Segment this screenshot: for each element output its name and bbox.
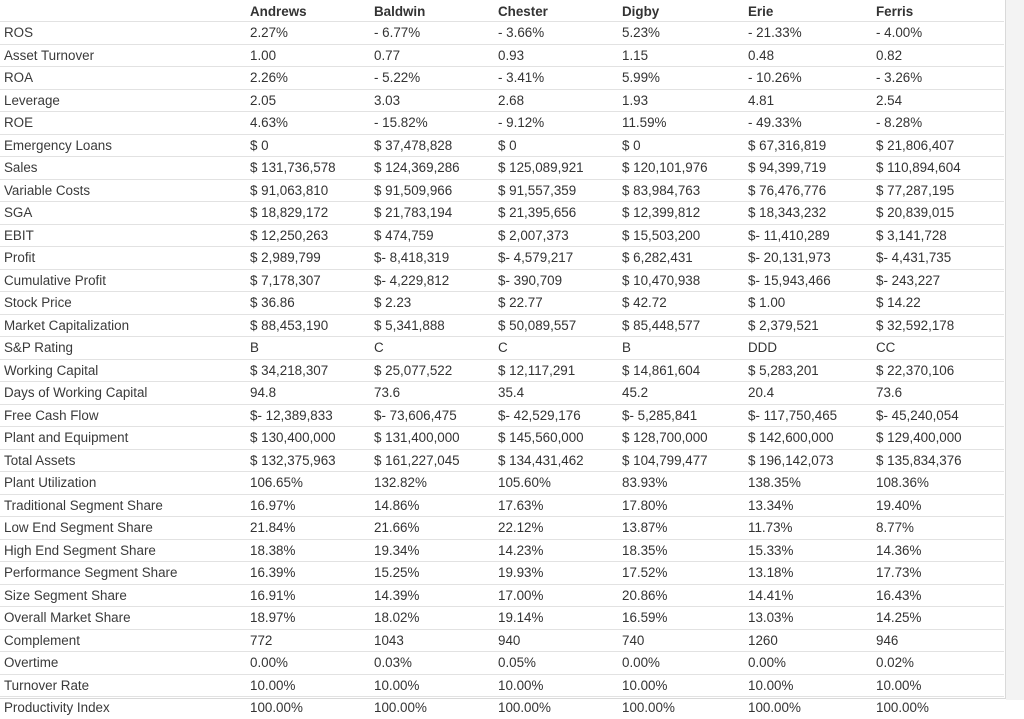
- value-cell-digby: $ 42.72: [618, 292, 744, 315]
- value-cell-chester: 17.63%: [494, 494, 618, 517]
- value-cell-digby: $- 5,285,841: [618, 404, 744, 427]
- value-cell-baldwin: $ 25,077,522: [370, 359, 494, 382]
- value-cell-chester: $ 50,089,557: [494, 314, 618, 337]
- value-cell-ferris: $ 135,834,376: [872, 449, 1004, 472]
- value-cell-ferris: $- 45,240,054: [872, 404, 1004, 427]
- metric-label: ROS: [0, 22, 246, 45]
- value-cell-chester: C: [494, 337, 618, 360]
- metric-label: Leverage: [0, 89, 246, 112]
- value-cell-baldwin: 0.77: [370, 44, 494, 67]
- value-cell-ferris: 19.40%: [872, 494, 1004, 517]
- value-cell-ferris: 14.36%: [872, 539, 1004, 562]
- value-cell-erie: 0.48: [744, 44, 872, 67]
- header-row: [0, 2, 1004, 22]
- metric-column-header: [0, 2, 246, 22]
- value-cell-ferris: 946: [872, 629, 1004, 652]
- table-row: [0, 562, 1004, 585]
- value-cell-andrews: 2.27%: [246, 22, 370, 45]
- value-cell-digby: $ 120,101,976: [618, 157, 744, 180]
- value-cell-chester: - 9.12%: [494, 112, 618, 135]
- table-row: [0, 44, 1004, 67]
- value-cell-erie: DDD: [744, 337, 872, 360]
- value-cell-ferris: $- 4,431,735: [872, 247, 1004, 270]
- value-cell-andrews: $ 88,453,190: [246, 314, 370, 337]
- table-row: [0, 157, 1004, 180]
- value-cell-ferris: 0.02%: [872, 652, 1004, 675]
- value-cell-erie: $ 1.00: [744, 292, 872, 315]
- value-cell-chester: $- 42,529,176: [494, 404, 618, 427]
- value-cell-baldwin: 21.66%: [370, 517, 494, 540]
- value-cell-digby: 20.86%: [618, 584, 744, 607]
- value-cell-baldwin: $ 37,478,828: [370, 134, 494, 157]
- table-row: [0, 112, 1004, 135]
- value-cell-digby: 11.59%: [618, 112, 744, 135]
- value-cell-andrews: 4.63%: [246, 112, 370, 135]
- table-row: [0, 629, 1004, 652]
- metric-label: Sales: [0, 157, 246, 180]
- value-cell-ferris: $ 21,806,407: [872, 134, 1004, 157]
- value-cell-digby: $ 14,861,604: [618, 359, 744, 382]
- value-cell-chester: $ 12,117,291: [494, 359, 618, 382]
- value-cell-andrews: 94.8: [246, 382, 370, 405]
- value-cell-ferris: 2.54: [872, 89, 1004, 112]
- table-row: [0, 359, 1004, 382]
- value-cell-erie: $ 76,476,776: [744, 179, 872, 202]
- value-cell-erie: 100.00%: [744, 697, 872, 719]
- metric-label: Working Capital: [0, 359, 246, 382]
- table-row: [0, 584, 1004, 607]
- value-cell-digby: 5.23%: [618, 22, 744, 45]
- right-gutter: [1006, 0, 1024, 700]
- metric-label: ROA: [0, 67, 246, 90]
- metric-label: Size Segment Share: [0, 584, 246, 607]
- value-cell-baldwin: $ 131,400,000: [370, 427, 494, 450]
- value-cell-erie: 13.34%: [744, 494, 872, 517]
- value-cell-baldwin: $ 5,341,888: [370, 314, 494, 337]
- metric-label: Performance Segment Share: [0, 562, 246, 585]
- value-cell-baldwin: $- 73,606,475: [370, 404, 494, 427]
- value-cell-chester: $ 2,007,373: [494, 224, 618, 247]
- table-row: [0, 67, 1004, 90]
- value-cell-baldwin: $ 474,759: [370, 224, 494, 247]
- value-cell-digby: 100.00%: [618, 697, 744, 719]
- metric-label: Overtime: [0, 652, 246, 675]
- value-cell-baldwin: $ 2.23: [370, 292, 494, 315]
- metric-label: Free Cash Flow: [0, 404, 246, 427]
- value-cell-baldwin: $ 124,369,286: [370, 157, 494, 180]
- value-cell-chester: $ 22.77: [494, 292, 618, 315]
- value-cell-andrews: 16.97%: [246, 494, 370, 517]
- value-cell-andrews: $- 12,389,833: [246, 404, 370, 427]
- value-cell-erie: 13.03%: [744, 607, 872, 630]
- value-cell-erie: - 10.26%: [744, 67, 872, 90]
- value-cell-erie: 1260: [744, 629, 872, 652]
- value-cell-ferris: $ 22,370,106: [872, 359, 1004, 382]
- value-cell-baldwin: - 15.82%: [370, 112, 494, 135]
- metric-label: Variable Costs: [0, 179, 246, 202]
- company-header-chester: Chester: [498, 4, 548, 19]
- metric-label: Emergency Loans: [0, 134, 246, 157]
- value-cell-baldwin: $ 161,227,045: [370, 449, 494, 472]
- table-row: [0, 674, 1004, 697]
- value-cell-erie: $ 196,142,073: [744, 449, 872, 472]
- value-cell-baldwin: 73.6: [370, 382, 494, 405]
- value-cell-andrews: 2.26%: [246, 67, 370, 90]
- value-cell-erie: 4.81: [744, 89, 872, 112]
- metric-label: Market Capitalization: [0, 314, 246, 337]
- value-cell-ferris: 108.36%: [872, 472, 1004, 495]
- value-cell-baldwin: $- 4,229,812: [370, 269, 494, 292]
- value-cell-ferris: $ 20,839,015: [872, 202, 1004, 225]
- value-cell-baldwin: 15.25%: [370, 562, 494, 585]
- value-cell-ferris: CC: [872, 337, 1004, 360]
- value-cell-andrews: $ 130,400,000: [246, 427, 370, 450]
- value-cell-chester: 22.12%: [494, 517, 618, 540]
- value-cell-andrews: $ 18,829,172: [246, 202, 370, 225]
- metric-label: Complement: [0, 629, 246, 652]
- value-cell-erie: 138.35%: [744, 472, 872, 495]
- value-cell-erie: 11.73%: [744, 517, 872, 540]
- metric-label: Plant Utilization: [0, 472, 246, 495]
- metric-label: Asset Turnover: [0, 44, 246, 67]
- metric-label: Cumulative Profit: [0, 269, 246, 292]
- value-cell-ferris: 16.43%: [872, 584, 1004, 607]
- value-cell-digby: 5.99%: [618, 67, 744, 90]
- value-cell-baldwin: 100.00%: [370, 697, 494, 719]
- value-cell-erie: 14.41%: [744, 584, 872, 607]
- value-cell-baldwin: - 6.77%: [370, 22, 494, 45]
- value-cell-digby: 13.87%: [618, 517, 744, 540]
- value-cell-andrews: 100.00%: [246, 697, 370, 719]
- metric-label: EBIT: [0, 224, 246, 247]
- value-cell-baldwin: 3.03: [370, 89, 494, 112]
- value-cell-baldwin: 0.03%: [370, 652, 494, 675]
- value-cell-ferris: $ 14.22: [872, 292, 1004, 315]
- value-cell-baldwin: C: [370, 337, 494, 360]
- company-header-digby: Digby: [622, 4, 660, 19]
- value-cell-chester: - 3.66%: [494, 22, 618, 45]
- value-cell-digby: 45.2: [618, 382, 744, 405]
- value-cell-chester: 105.60%: [494, 472, 618, 495]
- metric-label: High End Segment Share: [0, 539, 246, 562]
- value-cell-digby: 10.00%: [618, 674, 744, 697]
- metric-label: Stock Price: [0, 292, 246, 315]
- value-cell-andrews: $ 132,375,963: [246, 449, 370, 472]
- value-cell-ferris: $- 243,227: [872, 269, 1004, 292]
- table-row: [0, 269, 1004, 292]
- value-cell-andrews: 10.00%: [246, 674, 370, 697]
- value-cell-erie: $- 11,410,289: [744, 224, 872, 247]
- value-cell-digby: 83.93%: [618, 472, 744, 495]
- value-cell-digby: 17.52%: [618, 562, 744, 585]
- value-cell-ferris: $ 77,287,195: [872, 179, 1004, 202]
- value-cell-chester: $- 4,579,217: [494, 247, 618, 270]
- value-cell-chester: $ 0: [494, 134, 618, 157]
- value-cell-baldwin: $ 91,509,966: [370, 179, 494, 202]
- value-cell-digby: 16.59%: [618, 607, 744, 630]
- value-cell-erie: 15.33%: [744, 539, 872, 562]
- metric-label: S&P Rating: [0, 337, 246, 360]
- value-cell-erie: $- 20,131,973: [744, 247, 872, 270]
- value-cell-digby: $ 128,700,000: [618, 427, 744, 450]
- value-cell-erie: $- 117,750,465: [744, 404, 872, 427]
- metric-label: Days of Working Capital: [0, 382, 246, 405]
- table-row: [0, 224, 1004, 247]
- value-cell-erie: $- 15,943,466: [744, 269, 872, 292]
- table-row: [0, 247, 1004, 270]
- value-cell-erie: $ 5,283,201: [744, 359, 872, 382]
- metric-label: Traditional Segment Share: [0, 494, 246, 517]
- value-cell-andrews: 2.05: [246, 89, 370, 112]
- value-cell-chester: $ 145,560,000: [494, 427, 618, 450]
- value-cell-chester: $ 21,395,656: [494, 202, 618, 225]
- value-cell-chester: 19.93%: [494, 562, 618, 585]
- value-cell-erie: $ 18,343,232: [744, 202, 872, 225]
- value-cell-digby: 17.80%: [618, 494, 744, 517]
- value-cell-chester: 10.00%: [494, 674, 618, 697]
- value-cell-chester: 0.93: [494, 44, 618, 67]
- table-row: [0, 427, 1004, 450]
- value-cell-digby: $ 0: [618, 134, 744, 157]
- value-cell-erie: $ 94,399,719: [744, 157, 872, 180]
- metric-label: Productivity Index: [0, 697, 246, 719]
- value-cell-erie: $ 67,316,819: [744, 134, 872, 157]
- value-cell-chester: 2.68: [494, 89, 618, 112]
- table-row: [0, 494, 1004, 517]
- value-cell-ferris: - 3.26%: [872, 67, 1004, 90]
- value-cell-andrews: $ 7,178,307: [246, 269, 370, 292]
- value-cell-chester: $- 390,709: [494, 269, 618, 292]
- metric-label: Total Assets: [0, 449, 246, 472]
- table-row: [0, 539, 1004, 562]
- value-cell-digby: $ 85,448,577: [618, 314, 744, 337]
- table-row: [0, 607, 1004, 630]
- value-cell-digby: 740: [618, 629, 744, 652]
- value-cell-baldwin: 14.86%: [370, 494, 494, 517]
- value-cell-ferris: - 4.00%: [872, 22, 1004, 45]
- value-cell-digby: 1.93: [618, 89, 744, 112]
- metric-label: SGA: [0, 202, 246, 225]
- company-header-ferris: Ferris: [876, 4, 914, 19]
- metric-label: Turnover Rate: [0, 674, 246, 697]
- value-cell-andrews: $ 131,736,578: [246, 157, 370, 180]
- value-cell-andrews: $ 0: [246, 134, 370, 157]
- value-cell-andrews: $ 36.86: [246, 292, 370, 315]
- value-cell-chester: 35.4: [494, 382, 618, 405]
- value-cell-baldwin: 19.34%: [370, 539, 494, 562]
- value-cell-andrews: 1.00: [246, 44, 370, 67]
- value-cell-andrews: 21.84%: [246, 517, 370, 540]
- value-cell-baldwin: - 5.22%: [370, 67, 494, 90]
- value-cell-chester: $ 125,089,921: [494, 157, 618, 180]
- value-cell-baldwin: 18.02%: [370, 607, 494, 630]
- value-cell-chester: 17.00%: [494, 584, 618, 607]
- value-cell-erie: 0.00%: [744, 652, 872, 675]
- value-cell-digby: $ 12,399,812: [618, 202, 744, 225]
- value-cell-chester: 19.14%: [494, 607, 618, 630]
- company-header-baldwin: Baldwin: [374, 4, 426, 19]
- value-cell-baldwin: $ 21,783,194: [370, 202, 494, 225]
- value-cell-chester: $ 134,431,462: [494, 449, 618, 472]
- value-cell-baldwin: 10.00%: [370, 674, 494, 697]
- value-cell-chester: 100.00%: [494, 697, 618, 719]
- value-cell-andrews: 16.91%: [246, 584, 370, 607]
- value-cell-digby: $ 15,503,200: [618, 224, 744, 247]
- company-header-erie: Erie: [748, 4, 774, 19]
- value-cell-baldwin: 14.39%: [370, 584, 494, 607]
- value-cell-ferris: 14.25%: [872, 607, 1004, 630]
- value-cell-digby: 18.35%: [618, 539, 744, 562]
- value-cell-ferris: 8.77%: [872, 517, 1004, 540]
- value-cell-erie: - 21.33%: [744, 22, 872, 45]
- value-cell-andrews: 0.00%: [246, 652, 370, 675]
- value-cell-ferris: 17.73%: [872, 562, 1004, 585]
- table-row: [0, 472, 1004, 495]
- value-cell-digby: 1.15: [618, 44, 744, 67]
- value-cell-ferris: $ 3,141,728: [872, 224, 1004, 247]
- value-cell-chester: - 3.41%: [494, 67, 618, 90]
- table-row: [0, 337, 1004, 360]
- value-cell-andrews: $ 2,989,799: [246, 247, 370, 270]
- value-cell-andrews: 18.97%: [246, 607, 370, 630]
- value-cell-chester: 14.23%: [494, 539, 618, 562]
- table-row: [0, 382, 1004, 405]
- value-cell-andrews: B: [246, 337, 370, 360]
- table-row: [0, 89, 1004, 112]
- metric-label: Profit: [0, 247, 246, 270]
- value-cell-erie: 20.4: [744, 382, 872, 405]
- value-cell-ferris: $ 32,592,178: [872, 314, 1004, 337]
- value-cell-andrews: $ 91,063,810: [246, 179, 370, 202]
- value-cell-baldwin: 132.82%: [370, 472, 494, 495]
- value-cell-digby: $ 104,799,477: [618, 449, 744, 472]
- table-row: [0, 179, 1004, 202]
- table-row: [0, 134, 1004, 157]
- value-cell-andrews: 106.65%: [246, 472, 370, 495]
- value-cell-erie: - 49.33%: [744, 112, 872, 135]
- value-cell-erie: $ 2,379,521: [744, 314, 872, 337]
- table-row: [0, 404, 1004, 427]
- table-row: [0, 517, 1004, 540]
- financial-comparison-table: [0, 2, 1004, 719]
- value-cell-erie: 13.18%: [744, 562, 872, 585]
- value-cell-baldwin: 1043: [370, 629, 494, 652]
- metric-label: Low End Segment Share: [0, 517, 246, 540]
- table-row: [0, 314, 1004, 337]
- table-row: [0, 22, 1004, 45]
- table-row: [0, 292, 1004, 315]
- metric-label: Plant and Equipment: [0, 427, 246, 450]
- metric-label: Overall Market Share: [0, 607, 246, 630]
- table-row: [0, 202, 1004, 225]
- value-cell-andrews: 16.39%: [246, 562, 370, 585]
- value-cell-erie: $ 142,600,000: [744, 427, 872, 450]
- value-cell-ferris: $ 110,894,604: [872, 157, 1004, 180]
- value-cell-digby: B: [618, 337, 744, 360]
- value-cell-ferris: 73.6: [872, 382, 1004, 405]
- value-cell-baldwin: $- 8,418,319: [370, 247, 494, 270]
- value-cell-andrews: $ 34,218,307: [246, 359, 370, 382]
- value-cell-chester: $ 91,557,359: [494, 179, 618, 202]
- value-cell-andrews: 772: [246, 629, 370, 652]
- value-cell-digby: $ 83,984,763: [618, 179, 744, 202]
- table-row: [0, 449, 1004, 472]
- value-cell-andrews: $ 12,250,263: [246, 224, 370, 247]
- value-cell-erie: 10.00%: [744, 674, 872, 697]
- table-body: [0, 22, 1004, 719]
- value-cell-ferris: 10.00%: [872, 674, 1004, 697]
- value-cell-chester: 940: [494, 629, 618, 652]
- value-cell-digby: 0.00%: [618, 652, 744, 675]
- table-row: [0, 652, 1004, 675]
- value-cell-andrews: 18.38%: [246, 539, 370, 562]
- value-cell-ferris: 0.82: [872, 44, 1004, 67]
- value-cell-ferris: $ 129,400,000: [872, 427, 1004, 450]
- value-cell-ferris: - 8.28%: [872, 112, 1004, 135]
- value-cell-chester: 0.05%: [494, 652, 618, 675]
- metric-label: ROE: [0, 112, 246, 135]
- company-header-andrews: Andrews: [250, 4, 307, 19]
- value-cell-digby: $ 10,470,938: [618, 269, 744, 292]
- value-cell-ferris: 100.00%: [872, 697, 1004, 719]
- value-cell-digby: $ 6,282,431: [618, 247, 744, 270]
